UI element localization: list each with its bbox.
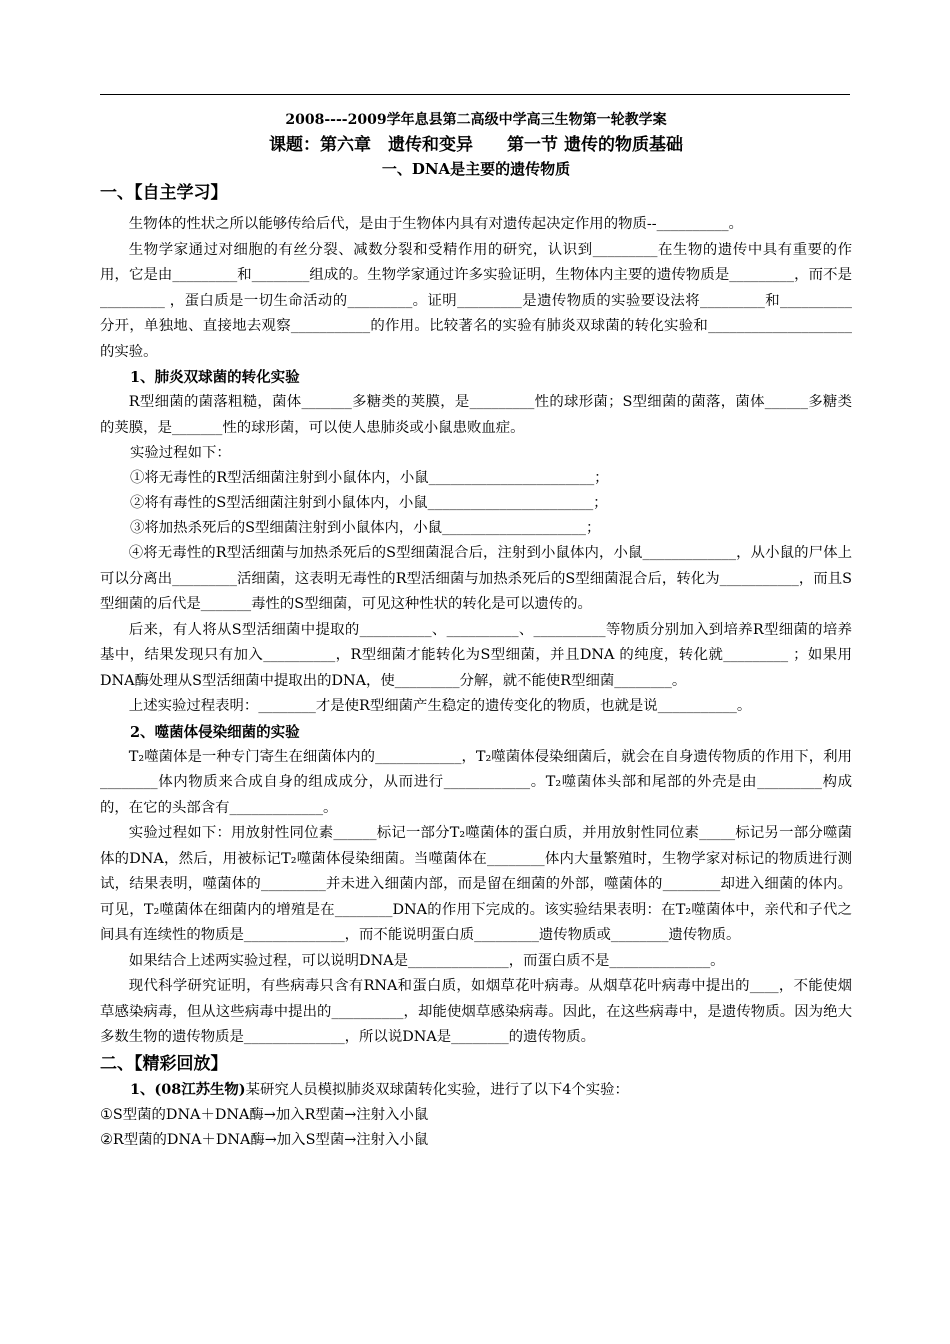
paragraph: 生物学家通过对细胞的有丝分裂、减数分裂和受精作用的研究，认识到_________在生物的遗传中具有重要的作用，它是由_________和________组成的。生物学家通过许多实验证明，生物体内主要的遗传物质是_________，而不是_________ ，蛋白质是一切生命活动的_________。证明_________是遗传物质的实验要设法将_________和__________分开，单独地、直接地去观察___________的作用。比较著名的实验有肺炎双球菌的转化实验和____________________的实验。 xyxy=(100,241,852,360)
lesson-title: 课题：第六章 遗传和变异 第一节 遗传的物质基础 xyxy=(269,135,683,155)
paragraph: 后来，有人将从S型活细菌中提取的__________、__________、__________等物质分别加入到培养R型细菌的培养基中，结果发现只有加入__________，R型细菌才能转化为S型细菌，并且DNA 的纯度，转化就_________ ；如果用DNA酶处理从S型活细菌中提取出的DNA，使_________分解，就不能使R型细菌________。 xyxy=(100,621,852,689)
step-item: ②将有毒性的S型活细菌注射到小鼠体内，小鼠_______________________； xyxy=(130,495,608,511)
question-number: 1、 xyxy=(130,1080,155,1098)
question-option: ①S型菌的DNA＋DNA酶→加入R型菌→注射入小鼠 xyxy=(100,1107,429,1123)
question-text: 某研究人员模拟肺炎双球菌转化实验，进行了以下4个实验： xyxy=(245,1081,629,1098)
question-option: ②R型菌的DNA＋DNA酶→加入S型菌→注射入小鼠 xyxy=(100,1132,429,1148)
topic-title: 一、DNA是主要的遗传物质 xyxy=(381,160,571,178)
paragraph: 实验过程如下：用放射性同位素______标记一部分T₂噬菌体的蛋白质，并用放射性同位素_____标记另一部分噬菌体的DNA，然后，用被标记T₂噬菌体侵染细菌。当噬菌体在________体内大量繁殖时，生物学家对标记的物质进行测试，结果表明，噬菌体的_________并未进入细菌内部，而是留在细菌的外部，噬菌体的________却进入细菌的体内。可见，T₂噬菌体在细菌内的增殖是在________DNA的作用下完成的。该实验结果表明：在T₂噬菌体中，亲代和子代之间具有连续性的物质是______________，而不能说明蛋白质_________遗传物质或________遗传物质。 xyxy=(100,825,852,943)
question-1 xyxy=(100,1077,852,1104)
section-heading-review: 二、【精彩回放】 xyxy=(100,1053,228,1074)
process-label: 实验过程如下： xyxy=(130,445,231,461)
step-item: ③将加热杀死后的S型细菌注射到小鼠体内，小鼠____________________； xyxy=(130,520,601,536)
paragraph: 上述实验过程表明：________才是使R型细菌产生稳定的遗传变化的物质，也就是说___________。 xyxy=(128,698,752,714)
school-title: 2008----2009学年息县第二高级中学高三生物第一轮教学案 xyxy=(285,112,667,128)
paragraph: T₂噬菌体是一种专门寄生在细菌体内的____________，T₂噬菌体侵染细菌后，就会在自身遗传物质的作用下，利用________体内物质来合成自身的组成成分，从而进行____________。T₂噬菌体头部和尾部的外壳是由_________构成的，在它的头部含有_____________。 xyxy=(100,748,852,816)
paragraph: 如果结合上述两实验过程，可以说明DNA是______________，而蛋白质不是______________。 xyxy=(128,952,725,969)
section-heading-self-study: 一、【自主学习】 xyxy=(100,183,228,203)
question-source: (08江苏生物) xyxy=(154,1080,246,1098)
document-page xyxy=(100,108,852,1153)
paragraph: R型细菌的菌落粗糙，菌体_______多糖类的荚膜，是_________性的球形菌；S型细菌的菌落，菌体______多糖类的荚膜，是_______性的球形菌，可以使人患肺炎或小鼠患败血症。 xyxy=(100,394,852,436)
header-rule xyxy=(100,94,850,95)
paragraph: 生物体的性状之所以能够传给后代，是由于生物体内具有对遗传起决定作用的物质--__________。 xyxy=(128,216,743,232)
subheading-pneumococcus: 1、肺炎双球菌的转化实验 xyxy=(130,369,300,386)
step-item: ①将无毒性的R型活细菌注射到小鼠体内，小鼠_______________________； xyxy=(130,470,609,486)
paragraph: ④将无毒性的R型活细菌与加热杀死后的S型细菌混合后，注射到小鼠体内，小鼠_____________，从小鼠的尸体上可以分离出_________活细菌，这表明无毒性的R型活细菌与加热杀死后的S型细菌混合后，转化为___________，而且S型细菌的后代是_______毒性的S型细菌，可见这种性状的转化是可以遗传的。 xyxy=(100,545,852,612)
paragraph: 现代科学研究证明，有些病毒只含有RNA和蛋白质，如烟草花叶病毒。从烟草花叶病毒中提出的____，不能使烟草感染病毒，但从这些病毒中提出的__________，却能使烟草感染病毒。因此，在这些病毒中，是遗传物质。因为绝大多数生物的遗传物质是______________，所以说DNA是________的遗传物质。 xyxy=(100,978,852,1045)
subheading-phage: 2、噬菌体侵染细菌的实验 xyxy=(130,723,300,741)
